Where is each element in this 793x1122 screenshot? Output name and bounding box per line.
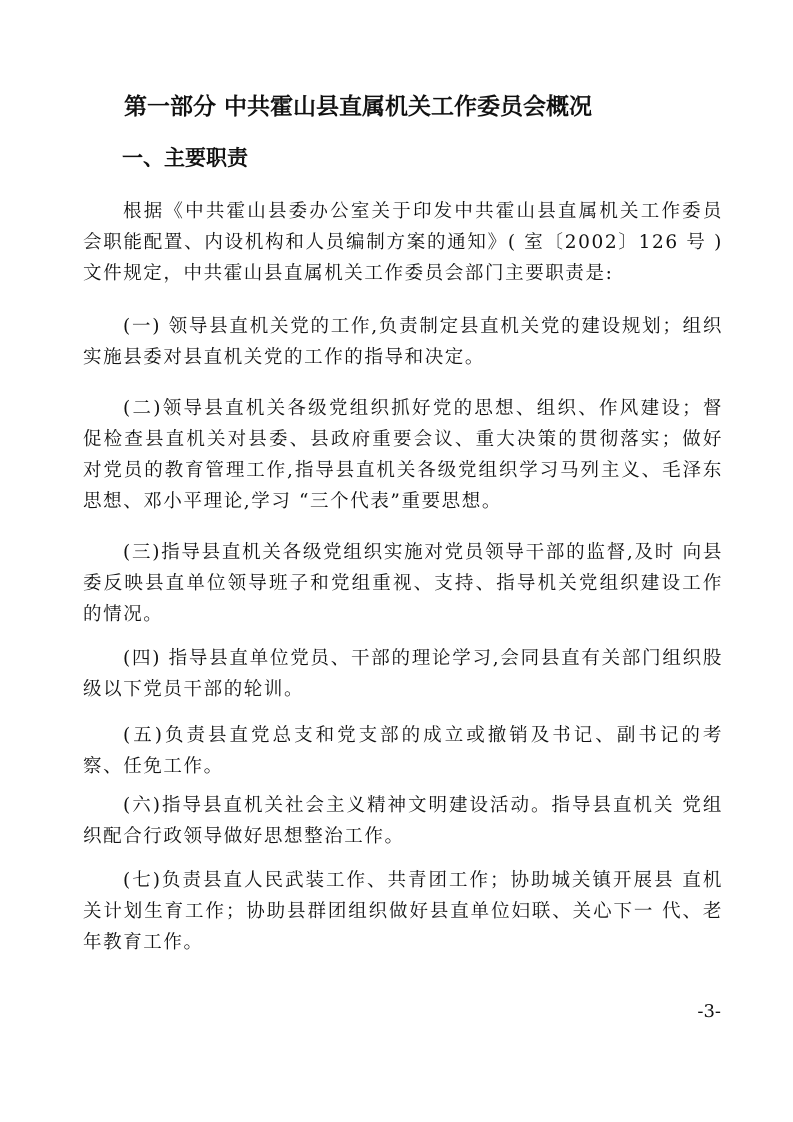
section-heading: 一、主要职责 xyxy=(122,146,248,170)
duty-paragraph-5: (五)负责县直党总支和党支部的成立或撤销及书记、副书记的考察、任免工作。 xyxy=(83,724,723,777)
duty-paragraph-2: (二)领导县直机关各级党组织抓好党的思想、组织、作风建设；督促检查县直机关对县委、县政府重要会议、重大决策的贯彻落实；做好对党员的教育管理工作,指导县直机关各级党组织学习马列主义、毛泽东思想、邓小平理论,学习 “三个代表”重要思想。 xyxy=(83,397,723,512)
duty-paragraph-6: (六)指导县直机关社会主义精神文明建设活动。指导县直机关 党组织配合行政领导做好思想整治工作。 xyxy=(83,794,723,847)
duty-paragraph-4: (四) 指导县直单位党员、干部的理论学习,会同县直有关部门组织股级以下党员干部的轮训。 xyxy=(83,647,723,700)
duty-paragraph-3: (三)指导县直机关各级党组织实施对党员领导干部的监督,及时 向县委反映县直单位领导班子和党组重视、支持、指导机关党组织建设工作的情况。 xyxy=(83,541,723,625)
page-title: 第一部分 中共霍山县直属机关工作委员会概况 xyxy=(124,94,593,120)
duty-paragraph-7: (七)负责县直人民武装工作、共青团工作；协助城关镇开展县 直机关计划生育工作；协助县群团组织做好县直单位妇联、关心下一 代、老年教育工作。 xyxy=(83,869,723,953)
duty-paragraph-1: (一) 领导县直机关党的工作,负责制定县直机关党的建设规划；组织实施县委对县直机关党的工作的指导和决定。 xyxy=(83,315,723,368)
page-number: -3- xyxy=(697,1001,721,1022)
intro-paragraph: 根据《中共霍山县委办公室关于印发中共霍山县直属机关工作委员会职能配置、内设机构和人员编制方案的通知》( 室〔2002〕126 号 ) 文件规定，中共霍山县直属机关工作委员会部门主要职责是: xyxy=(83,200,723,284)
